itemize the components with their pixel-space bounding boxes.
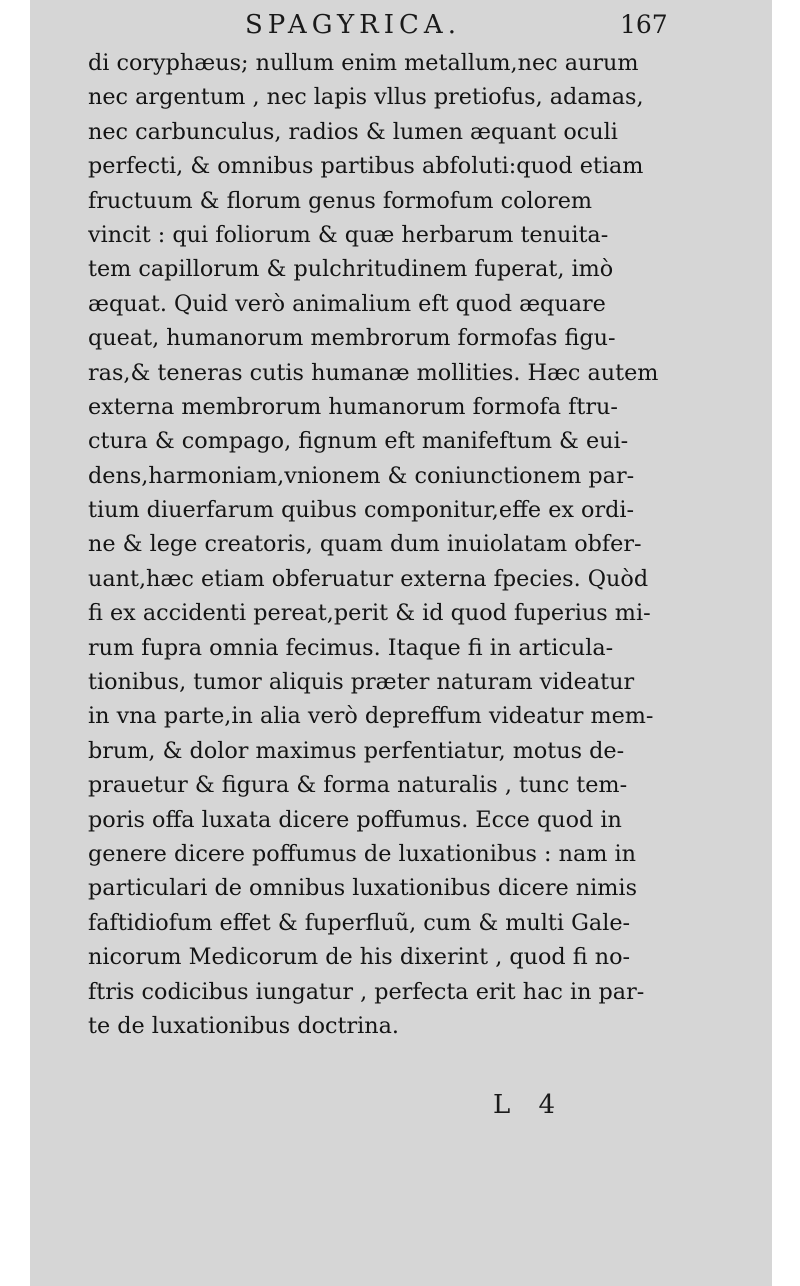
text-line: tionibus, tumor aliquis præter naturam videatur	[88, 669, 635, 696]
text-line: fructuum & florum genus formofum colorem	[88, 187, 593, 214]
text-line: nec argentum , nec lapis vllus pretiofus, adamas,	[88, 84, 644, 111]
text-line: nec carbunculus, radios & lumen æquant oculi	[88, 118, 618, 145]
text-line: uant,hæc etiam obferuatur externa fpecies. Quòd	[88, 565, 649, 592]
page-header	[245, 10, 725, 44]
book-page	[30, 0, 772, 1286]
text-line: æquat. Quid verò animalium eft quod æquare	[88, 290, 606, 317]
text-line: di coryphæus; nullum enim metallum,nec aurum	[88, 50, 639, 76]
text-line: tem capillorum & pulchritudinem fuperat, imò	[88, 256, 614, 283]
page-margin-right	[772, 0, 800, 1286]
text-line: externa membrorum humanorum formofa ftru-	[88, 393, 618, 420]
text-line: poris offa luxata dicere poffumus. Ecce quod in	[88, 806, 622, 833]
text-line: faftidiofum effet & fuperfluũ, cum & multi Gale-	[88, 909, 631, 936]
text-line: rum fupra omnia fecimus. Itaque fi in articula-	[88, 634, 614, 661]
body-text	[88, 46, 700, 1043]
signature-mark: L 4	[493, 1090, 566, 1120]
page-number: 167	[620, 10, 668, 39]
text-line: ctura & compago, fignum eft manifeftum & eui-	[88, 428, 629, 455]
text-line: te de luxationibus doctrina.	[88, 1012, 400, 1039]
text-line: nicorum Medicorum de his dixerint , quod fi no-	[88, 944, 631, 971]
text-line: queat, humanorum membrorum formofas figu-	[88, 325, 616, 352]
text-line: ne & lege creatoris, quam dum inuiolatam obfer-	[88, 531, 642, 558]
page-margin-left	[0, 0, 30, 1286]
text-line: vincit : qui foliorum & quæ herbarum tenuita-	[88, 221, 609, 248]
text-line: in vna parte,in alia verò depreffum videatur mem-	[88, 703, 654, 730]
text-line: tium diuerfarum quibus componitur,effe ex ordi-	[88, 497, 635, 524]
text-line: prauetur & figura & forma naturalis , tunc tem-	[88, 772, 628, 799]
text-line: particulari de omnibus luxationibus dicere nimis	[88, 875, 638, 902]
text-line: ftris codicibus iungatur , perfecta erit hac in par-	[88, 978, 645, 1005]
text-line: fi ex accidenti pereat,perit & id quod fuperius mi-	[88, 600, 651, 627]
text-line: genere dicere poffumus de luxationibus : nam in	[88, 840, 636, 867]
text-line: ras,& teneras cutis humanæ mollities. Hæc autem	[88, 359, 659, 386]
text-line: perfecti, & omnibus partibus abfoluti:quod etiam	[88, 153, 644, 180]
text-line: brum, & dolor maximus perfentiatur, motus de-	[88, 737, 625, 764]
running-head: SPAGYRICA.	[245, 10, 461, 40]
text-line: dens,harmoniam,vnionem & coniunctionem par-	[88, 462, 635, 489]
